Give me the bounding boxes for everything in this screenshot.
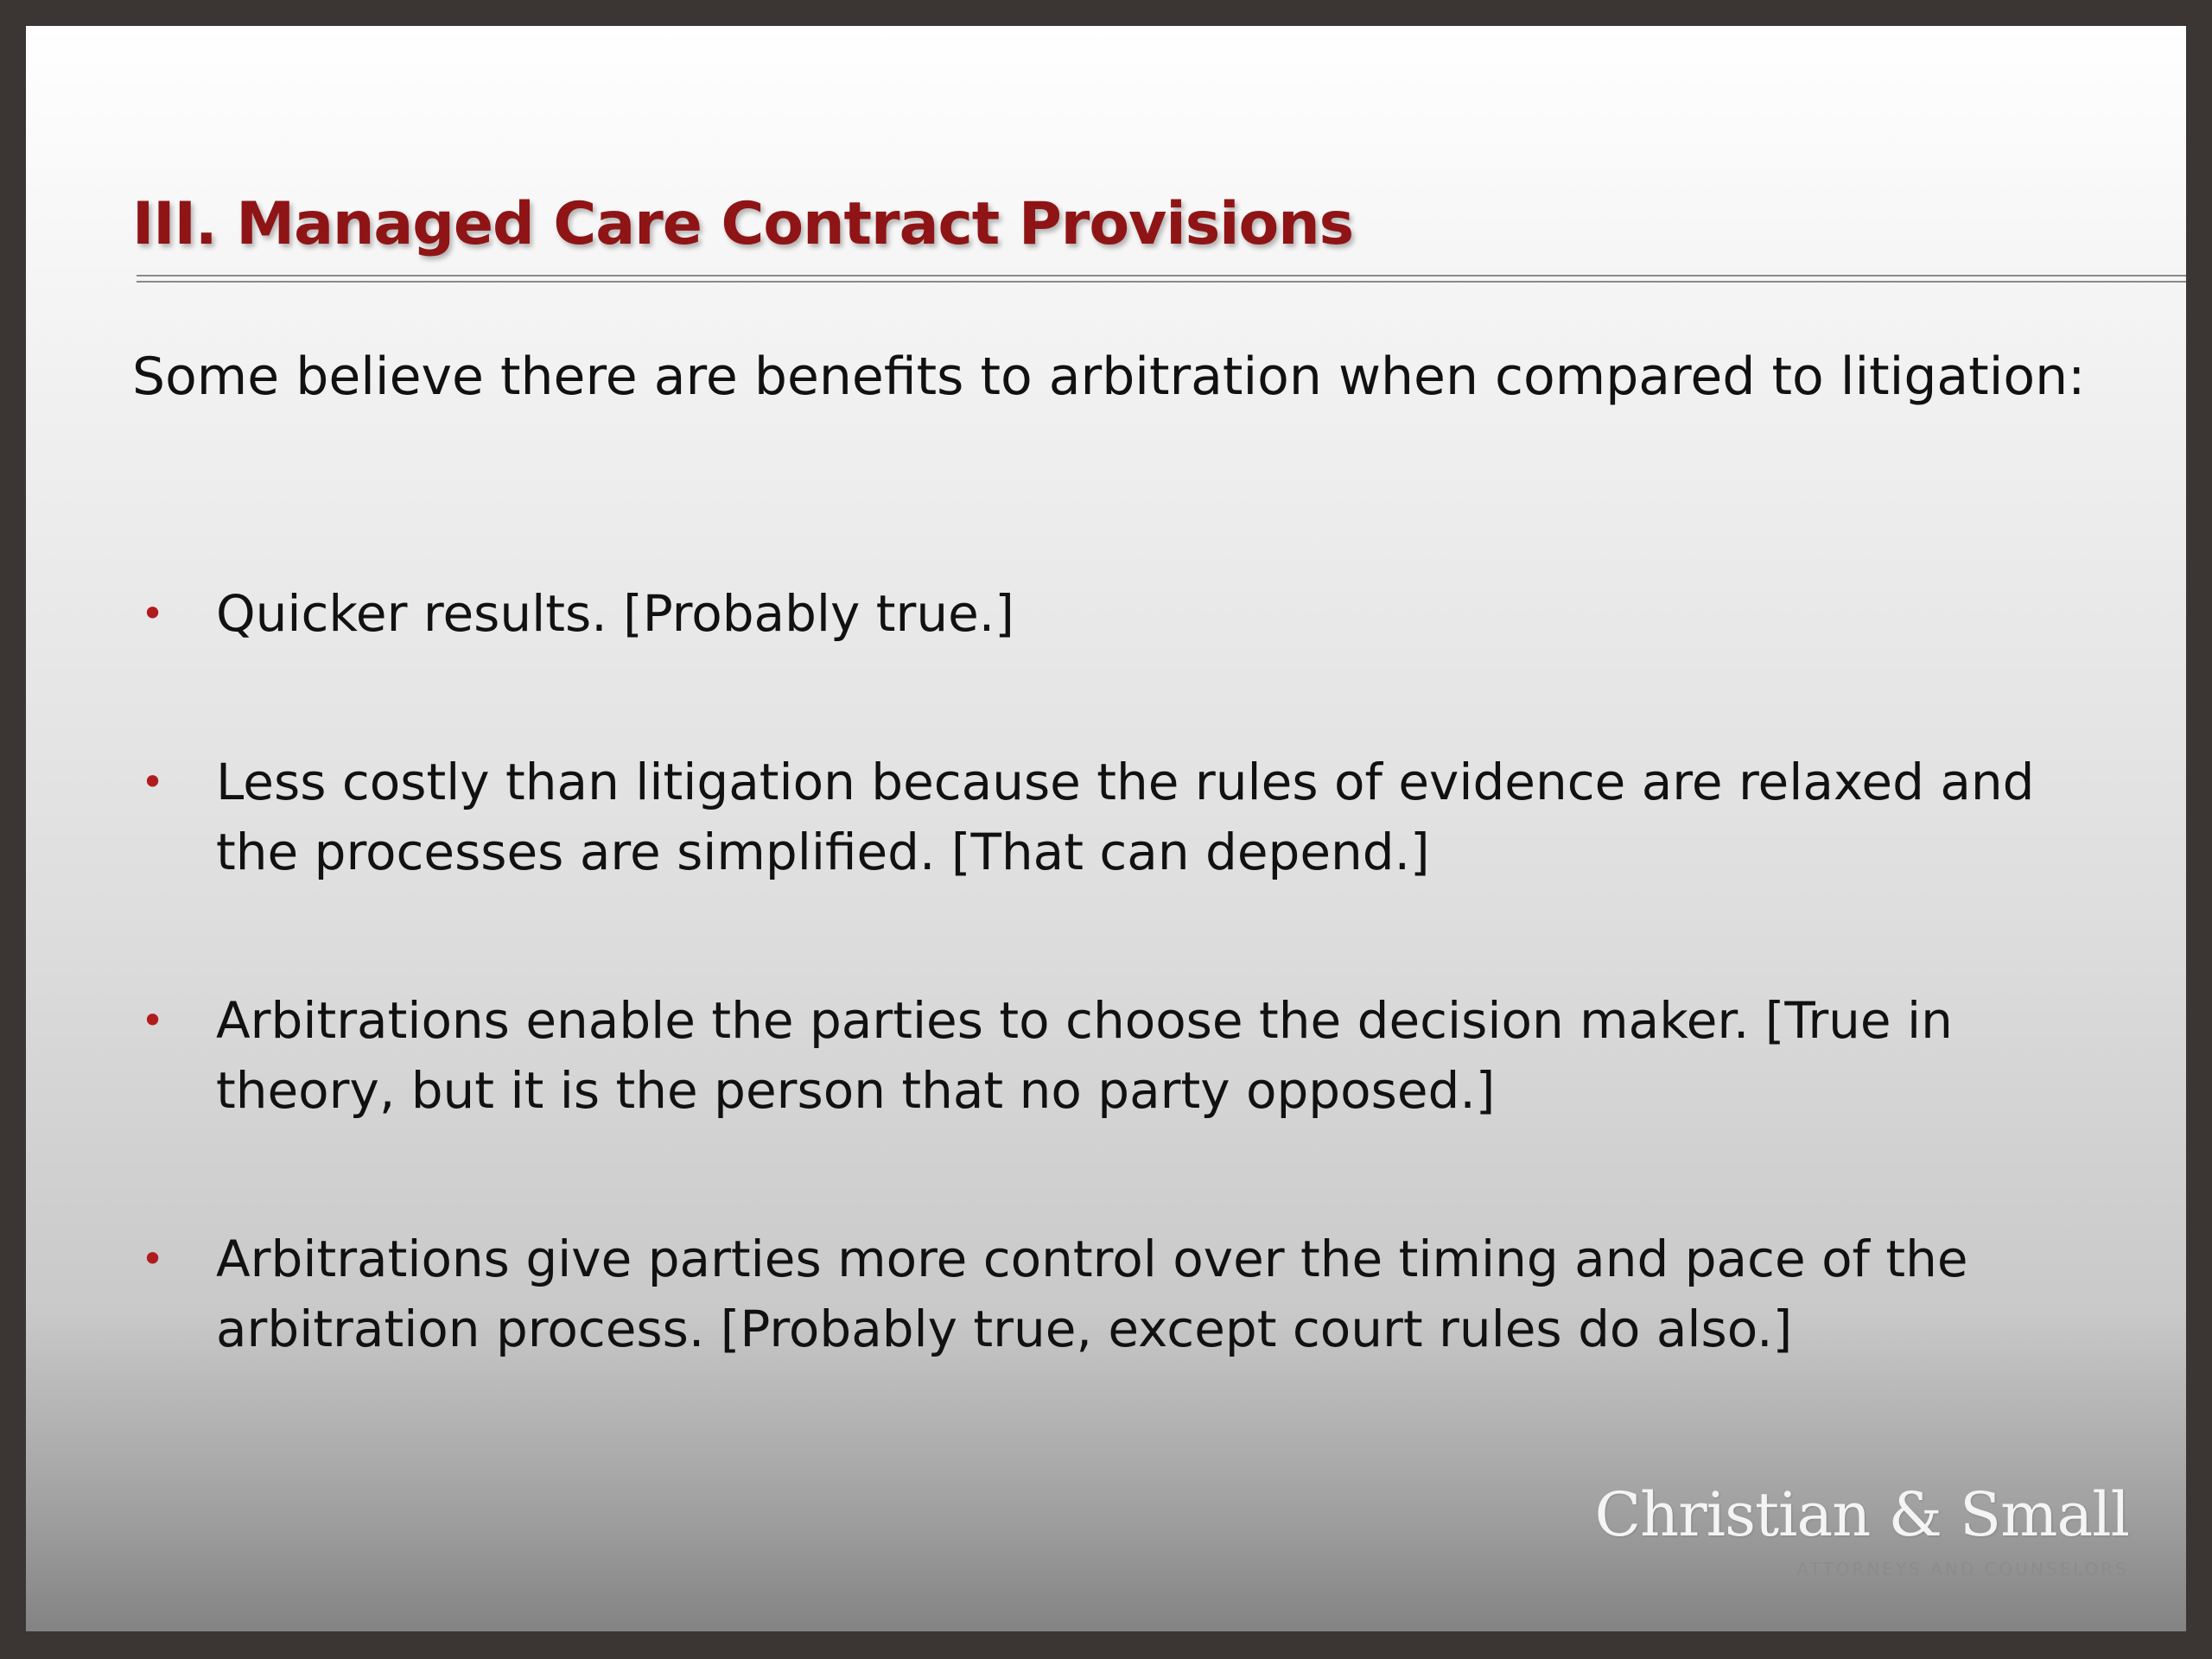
bullet-icon: • <box>141 1236 165 1282</box>
bullet-icon: • <box>141 759 165 805</box>
bullet-text: Quicker results. [Probably true.] <box>216 584 1014 643</box>
bullet-icon: • <box>141 590 165 637</box>
title-divider <box>137 275 2186 283</box>
slide <box>26 26 2186 1631</box>
firm-logo <box>1595 1479 2129 1580</box>
bullet-text: Arbitrations give parties more control over the timing and pace of the arbitration process. [Probably true, except court rules do also.] <box>216 1230 1968 1358</box>
logo-name: Christian & Small <box>1594 1479 2129 1550</box>
bullet-item <box>132 1224 2111 1364</box>
bullet-item <box>132 747 2111 887</box>
bullet-icon: • <box>141 997 165 1044</box>
bullet-text: Less costly than litigation because the rules of evidence are relaxed and the processes are simplified. [That can depend.] <box>216 753 2035 881</box>
bullet-item <box>132 579 2111 649</box>
logo-tagline: ATTORNEYS AND COUNSELORS <box>1796 1559 2129 1580</box>
intro-text: Some believe there are benefits to arbitration when compared to litigation: <box>132 346 2086 407</box>
bullet-list <box>132 579 2111 1463</box>
bullet-text: Arbitrations enable the parties to choose the decision maker. [True in theory, but it is the person that no party opposed.] <box>216 991 1953 1120</box>
bullet-item <box>132 986 2111 1126</box>
slide-title: III. Managed Care Contract Provisions <box>132 190 1354 258</box>
